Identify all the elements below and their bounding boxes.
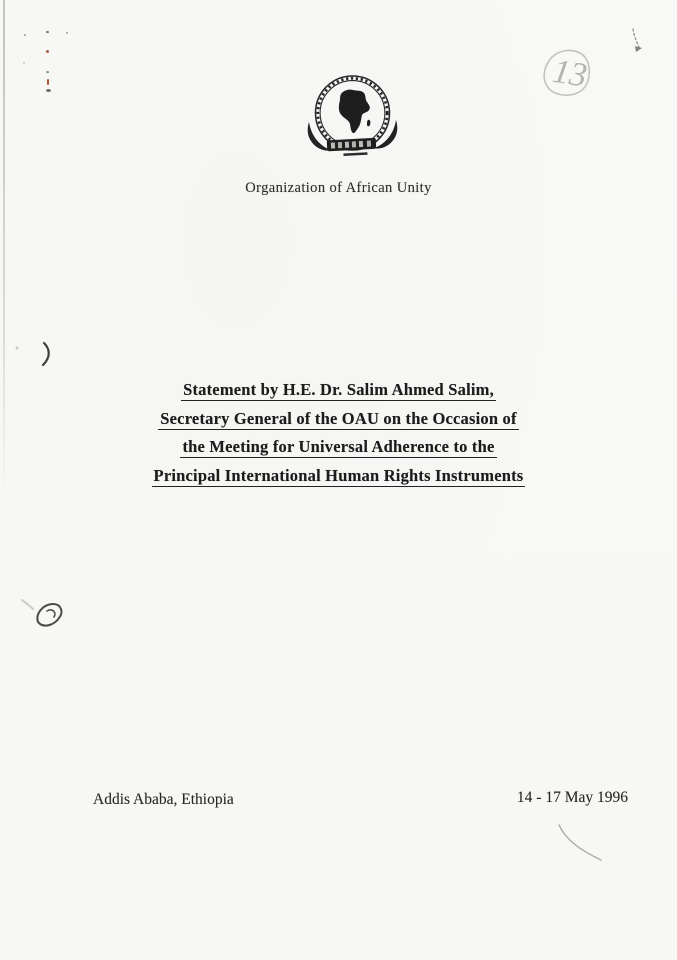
oau-emblem-icon <box>307 72 398 164</box>
pen-tick-blob <box>635 46 642 52</box>
handwritten-circle <box>544 50 589 95</box>
scan-speck <box>24 34 26 36</box>
scan-speck <box>46 89 51 92</box>
pen-speck <box>16 347 19 350</box>
footer-date: 14 - 17 May 1996 <box>516 789 628 806</box>
title-line-2: Secretary General of the OAU on the Occasion of <box>160 408 517 428</box>
footer-location: Addis Ababa, Ethiopia <box>93 791 234 808</box>
madagascar-silhouette <box>367 120 370 127</box>
document-title <box>0 376 677 490</box>
scribble-smudge <box>22 600 33 609</box>
pen-mark-scribble-inner <box>47 610 55 617</box>
scan-speck <box>66 32 68 34</box>
oau-emblem-logo <box>307 72 398 164</box>
scan-speck-rust <box>46 50 49 53</box>
title-line-4: Principal International Human Rights Instruments <box>153 465 524 485</box>
pen-tick-top-right <box>633 29 639 47</box>
emblem-banner <box>327 138 377 157</box>
handwritten-page-number: 13 <box>550 52 590 95</box>
scan-speck <box>46 71 49 73</box>
africa-silhouette <box>339 90 370 133</box>
pen-mark-left-paren <box>43 343 49 365</box>
scan-speck-rust <box>47 79 49 85</box>
org-name: Organization of African Unity <box>245 180 432 196</box>
pen-mark-scribble <box>37 604 61 626</box>
scan-speck <box>46 31 49 33</box>
title-line-3: the Meeting for Universal Adherence to the <box>182 437 495 456</box>
title-line-1: Statement by H.E. Dr. Salim Ahmed Salim, <box>183 380 494 399</box>
pen-curve-bottom-right <box>559 825 601 860</box>
scan-speck <box>23 62 25 64</box>
